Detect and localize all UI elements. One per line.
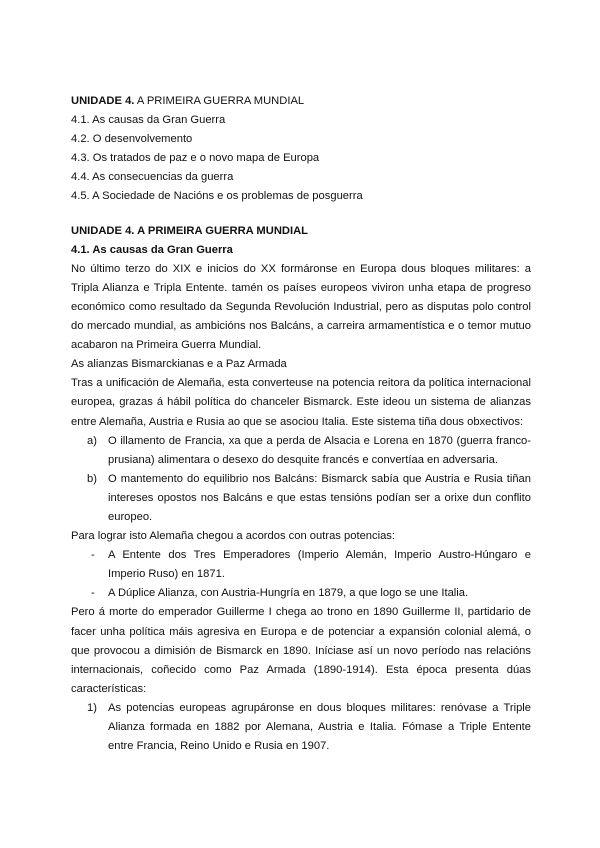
paragraph-agreements: Para lograr isto Alemaña chegou a acordos con outras potencias: [71, 530, 396, 543]
list-item [71, 546, 531, 584]
toc-heading-bold: UNIDADE 4. [71, 95, 135, 107]
section-title: 4.1. As causas da Gran Guerra [71, 243, 233, 256]
toc-heading-rest: A PRIMEIRA GUERRA MUNDIAL [134, 95, 305, 107]
document-page [71, 92, 531, 756]
list-marker: 1) [87, 701, 97, 714]
list-marker: - [91, 587, 95, 600]
toc-item: 4.2. O desenvolvemento [71, 133, 193, 146]
list-item-text: As potencias europeas agrupáronse en dous bloques militares: renóvase a Triple Alianza formada en 1882 por Alemana, Austria e Italia. Fómase a Triple Entente entre Francia, Reino Unido e Rusia en 1907. [108, 701, 531, 753]
toc-item: 4.4. As consecuencias da guerra [71, 171, 234, 184]
list-item [71, 432, 531, 470]
subheading: As alianzas Bismarckianas e a Paz Armada [71, 358, 287, 371]
list-item [71, 584, 531, 603]
unit-title: UNIDADE 4. A PRIMEIRA GUERRA MUNDIAL [71, 224, 309, 237]
list-item-text: O illamento de Francia, xa que a perda de Alsacia e Lorena en 1870 (guerra franco-prusiana) alimentara o desexo do desquite francés e convertíaa en adversaria. [108, 434, 531, 466]
toc-item: 4.1. As causas da Gran Guerra [71, 114, 226, 127]
list-item [71, 470, 531, 527]
characteristics-list [71, 699, 531, 756]
list-marker: - [91, 549, 95, 562]
paragraph-armed-peace: Pero á morte do emperador Guillerme I chega ao trono en 1890 Guillerme II, partidario de facer unha política máis agresiva en Europa e de potenciar a expansión colonial alemá, o que provocou a dimisión de Bismarck en 1890. Iníciase así un novo período nas relacións internacionais, coñecido como Paz Armada (1890-1914). Esta época presenta dúas características: [71, 606, 531, 695]
paragraph-alliances: Tras a unificación de Alemaña, esta converteuse na potencia reitora da política internacional europea, grazas á hábil política do chanceler Bismarck. Este ideou un sistema de alianzas entre Alemaña, Austria e Rusia ao que se asociou Italia. Este sistema tiña dous obxectivos: [71, 377, 531, 428]
list-marker: b) [87, 472, 97, 485]
list-item-text: O mantemento do equilibrio nos Balcáns: Bismarck sabía que Austria e Rusia tiñan intereses opostos nos Balcáns e que estas tensións podían ser a orixe dun conflito europeo. [108, 472, 531, 523]
objectives-list [71, 432, 531, 527]
list-item-text: A Entente dos Tres Emperadores (Imperio Alemán, Imperio Austro-Húngaro e Imperio Ruso) en 1871. [108, 549, 531, 581]
agreements-list [71, 546, 531, 603]
toc-item: 4.5. A Sociedade de Nacións e os problemas de posguerra [71, 190, 363, 203]
list-marker: a) [87, 434, 97, 447]
toc-heading [71, 92, 531, 111]
list-item-text: A Dúplice Alianza, con Austria-Hungría en 1879, a que logo se une Italia. [108, 587, 469, 600]
paragraph-intro: No último terzo do XIX e inicios do XX formáronse en Europa dous bloques militares: a Tripla Alianza e Tripla Entente. tamén os países europeos viviron unha etapa de progreso económico como resultado da Segunda Revolución Industrial, pero as disputas polo control do mercado mundial, as ambicións nos Balcáns, a carreira armamentística e o temor mutuo acabaron na Primeira Guerra Mundial. [71, 262, 531, 352]
section-gap [71, 207, 531, 222]
toc-item: 4.3. Os tratados de paz e o novo mapa de Europa [71, 152, 320, 165]
list-item [71, 699, 531, 756]
